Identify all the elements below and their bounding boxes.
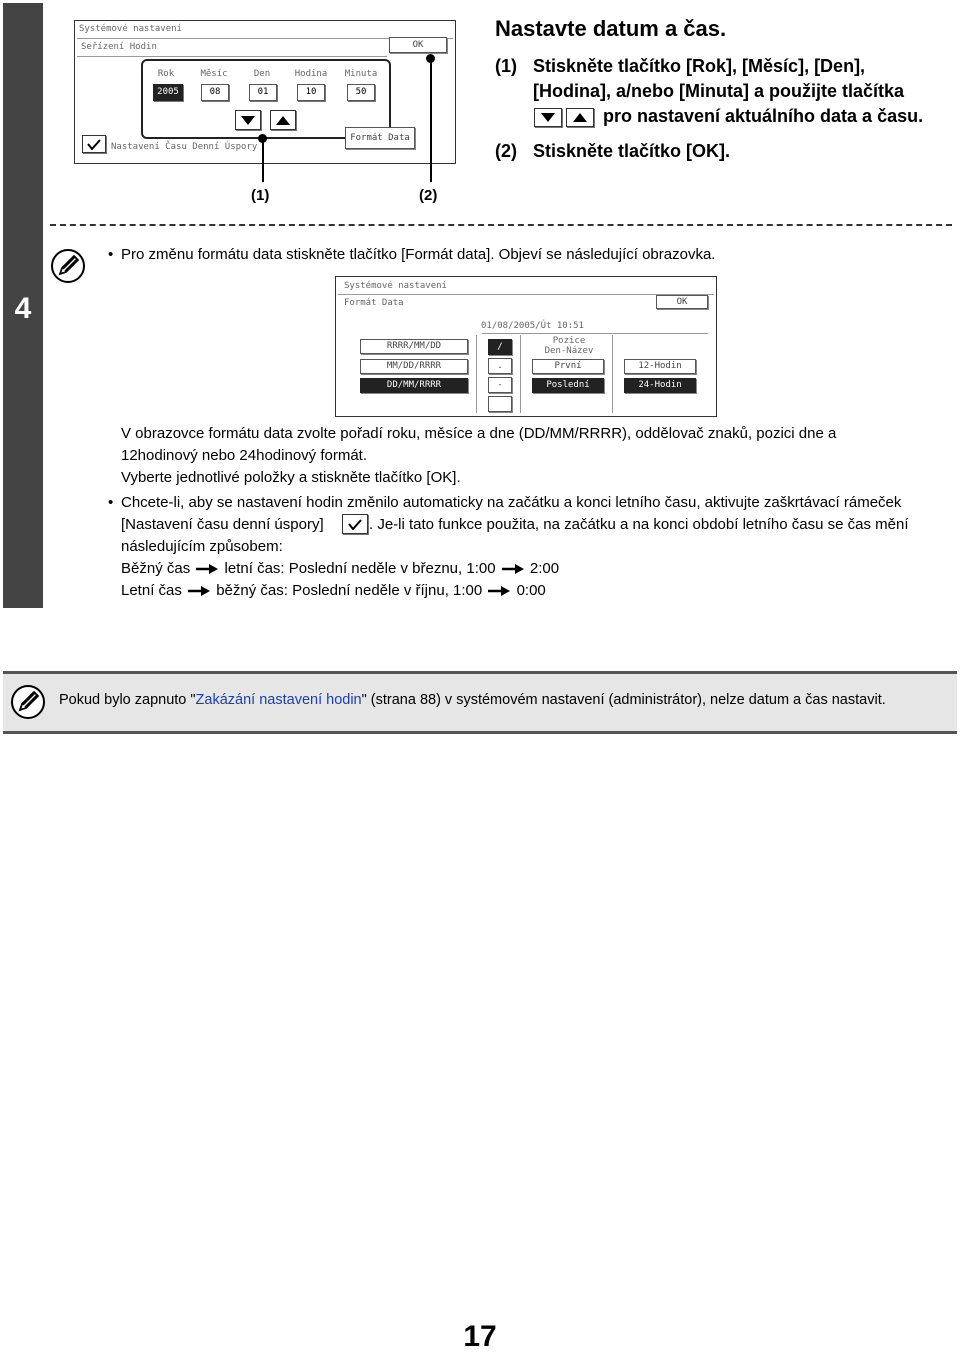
dst-row2-c: 0:00 — [516, 582, 546, 599]
minute-button[interactable]: 50 — [347, 84, 375, 101]
callout-label-2: (2) — [419, 187, 438, 204]
step1-line1: Stiskněte tlačítko [Rok], [Měsíc], [Den], — [533, 56, 866, 76]
inline-up-arrow — [566, 108, 594, 127]
dst-row1-c: 2:00 — [529, 560, 560, 577]
triangle-up-icon — [276, 116, 290, 125]
month-label: Měsíc — [200, 69, 228, 79]
dst-row1-a: Běžný čas — [121, 560, 191, 577]
step-number: 4 — [14, 292, 32, 325]
separator-space-button[interactable] — [488, 396, 512, 412]
dst-row2-b: běžný čas: Poslední neděle v říjnu, 1:00 — [216, 582, 483, 599]
dst-checkbox[interactable] — [82, 135, 106, 153]
callout-line-1 — [262, 138, 264, 182]
triangle-down-icon — [541, 113, 555, 122]
explain-line2: 12hodinový nebo 24hodinový formát. — [121, 447, 368, 464]
arrow-right-icon — [188, 586, 210, 596]
step-heading: Nastavte datum a čas. — [495, 16, 727, 41]
disable-clock-link[interactable]: Zakázání nastavení hodin — [195, 692, 362, 708]
callout-line-2 — [430, 60, 432, 182]
column-divider-1 — [476, 335, 477, 413]
datetime-divider — [482, 333, 708, 334]
separator-dot-button[interactable]: . — [488, 358, 512, 374]
page-number: 17 — [463, 1320, 497, 1353]
dst-row1 — [121, 558, 559, 580]
step2-number: (2) — [495, 141, 517, 161]
callout-dot-2 — [426, 54, 435, 63]
current-datetime: 01/08/2005/Út 10:51 — [481, 321, 584, 331]
pencil-note-icon — [50, 248, 86, 284]
day-label: Den — [253, 69, 271, 79]
up-arrow-button[interactable] — [270, 110, 296, 130]
bottom-note-after: " (strana 88) v systémovém nastavení (administrátor), nelze datum a čas nastavit. — [361, 692, 886, 708]
screen-subtitle: Seřízení Hodin — [81, 42, 157, 52]
callout-label-1: (1) — [251, 187, 270, 204]
down-arrow-button[interactable] — [235, 110, 261, 130]
dst-line1: Chcete-li, aby se nastavení hodin změnilo automaticky na začátku a konci letního času, aktivujte zaškrtávací rámeček — [121, 494, 902, 511]
dst-line3: následujícím způsobem: — [121, 538, 283, 555]
pencil-note-icon — [10, 684, 46, 720]
screen-sys-title: Systémové nastavení — [79, 24, 182, 34]
checkbox-check-icon — [348, 519, 362, 530]
dst-line2a: [Nastavení času denní úspory] — [121, 516, 324, 533]
year-label: Rok — [157, 69, 175, 79]
dst-line2b: . Je-li tato funkce použita, na začátku a na konci období letního času se čas mění — [369, 516, 909, 533]
month-button[interactable]: 08 — [201, 84, 229, 101]
position-last-button[interactable]: Poslední — [532, 378, 604, 393]
hour-12-button[interactable]: 12-Hodin — [624, 359, 696, 374]
subtitle-divider — [77, 56, 387, 57]
arrow-right-icon — [196, 564, 218, 574]
explain-line1: V obrazovce formátu data zvolte pořadí roku, měsíce a dne (DD/MM/RRRR), oddělovač znaků, pozici dne a — [121, 425, 837, 442]
hour-label: Hodina — [294, 69, 328, 79]
year-button[interactable]: 2005 — [153, 84, 183, 101]
screen2-subtitle: Formát Data — [344, 298, 404, 308]
day-button[interactable]: 01 — [249, 84, 277, 101]
hour-24-button[interactable]: 24-Hodin — [624, 378, 696, 393]
date-format-screen — [335, 276, 717, 417]
separator-dash-button[interactable]: - — [488, 377, 512, 393]
position-label-1: Pozice — [552, 336, 586, 346]
screen2-sys-title: Systémové nastavení — [344, 281, 447, 291]
ok-button[interactable]: OK — [389, 37, 447, 53]
bullet-2: • — [108, 494, 114, 511]
dst-row2 — [121, 580, 546, 602]
triangle-down-icon — [241, 116, 255, 125]
position-label-2: Den-Název — [544, 346, 594, 356]
format-yyyymmdd-button[interactable]: RRRR/MM/DD — [360, 339, 468, 354]
inline-down-arrow — [534, 108, 562, 127]
checkbox-check-icon — [87, 139, 101, 150]
inline-check-box — [342, 514, 368, 534]
clock-screen — [74, 20, 456, 164]
dst-label: Nastavení Času Denní Úspory — [111, 142, 258, 152]
column-divider-3 — [612, 335, 613, 413]
bullet-1: • — [108, 246, 114, 263]
bottom-note-before: Pokud bylo zapnuto " — [59, 692, 196, 708]
column-divider-2 — [520, 335, 521, 413]
step1-line2: [Hodina], a/nebo [Minuta] a použijte tlačítka — [533, 81, 905, 101]
position-first-button[interactable]: První — [532, 359, 604, 374]
format-ddmmyyyy-button[interactable]: DD/MM/RRRR — [360, 378, 468, 393]
hour-button[interactable]: 10 — [297, 84, 325, 101]
callout-dot-1 — [258, 134, 267, 143]
step2-text: Stiskněte tlačítko [OK]. — [533, 141, 731, 161]
format-mmddyyyy-button[interactable]: MM/DD/RRRR — [360, 359, 468, 374]
arrow-right-icon — [488, 586, 510, 596]
explain-line3: Vyberte jednotlivé položky a stiskněte tlačítko [OK]. — [121, 469, 461, 486]
note-format-text: Pro změnu formátu data stiskněte tlačítko [Formát data]. Objeví se následující obrazovka. — [121, 246, 716, 263]
separator-slash-button[interactable]: / — [488, 339, 512, 355]
step1-line3: pro nastavení aktuálního data a času. — [603, 106, 924, 126]
dashed-separator — [50, 224, 952, 226]
minute-label: Minuta — [344, 69, 378, 79]
step1-number: (1) — [495, 56, 517, 76]
dst-row1-b: letní čas: Poslední neděle v březnu, 1:00 — [224, 560, 496, 577]
arrow-right-icon — [502, 564, 524, 574]
dst-row2-a: Letní čas — [121, 582, 182, 599]
screen2-ok-button[interactable]: OK — [656, 295, 708, 309]
bottom-note-text — [59, 692, 886, 708]
date-format-button[interactable]: Formát Data — [345, 127, 415, 149]
triangle-up-icon — [573, 113, 587, 122]
